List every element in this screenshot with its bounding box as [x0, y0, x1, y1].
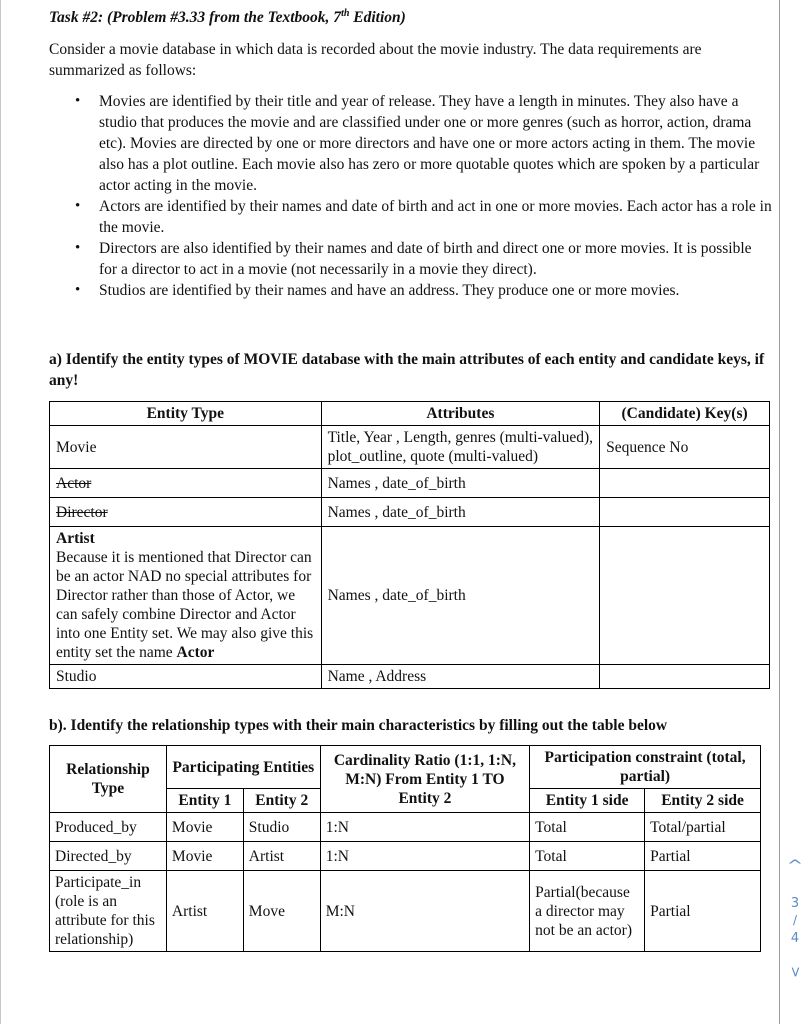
table-row: [50, 469, 770, 498]
entity-table: [49, 401, 770, 689]
cardinality-cell: M:N: [320, 871, 529, 952]
header-cardinality: Cardinality Ratio (1:1, 1:N, M:N) From Entity 1 TO Entity 2: [320, 746, 529, 813]
list-item: • Actors are identified by their names and date of birth and act in one or more movies. Each actor has a role in the movie.: [75, 198, 772, 237]
header-participation: Participation constraint (total, partial): [530, 746, 761, 789]
bullet-icon: •: [75, 240, 81, 257]
key-cell: [600, 665, 770, 689]
header-entity1-side: Entity 1 side: [530, 789, 645, 813]
attributes-cell: Names , date_of_birth: [321, 469, 600, 498]
cardinality-cell: 1:N: [320, 813, 529, 842]
participation1-cell: Total: [530, 842, 645, 871]
requirements-list: [49, 91, 773, 301]
list-item: • Directors are also identified by their names and date of birth and direct one or more movies. It is possible for a director to act in a movie (not necessarily in a movie they direct).: [75, 240, 752, 279]
header-participating-entities: Participating Entities: [166, 746, 320, 789]
task-title: Task #2: (Problem #3.33 from the Textbook, 7th Edition): [49, 8, 406, 27]
relationship-cell: Participate_in (role is an attribute for this relationship): [50, 871, 167, 952]
entity-cell-struck: Director: [56, 503, 108, 521]
page-current: 3: [790, 896, 800, 911]
entity1-cell: Artist: [166, 871, 243, 952]
header-keys: (Candidate) Key(s): [600, 402, 770, 426]
key-cell: [600, 527, 770, 665]
header-entity2-side: Entity 2 side: [645, 789, 761, 813]
key-cell: [600, 498, 770, 527]
relationship-table: [49, 745, 761, 952]
entity-cell: Movie: [50, 426, 322, 469]
entity2-cell: Studio: [243, 813, 320, 842]
participation1-cell: Total: [530, 813, 645, 842]
table-row: [50, 871, 761, 952]
header-entity1: Entity 1: [166, 789, 243, 813]
header-relationship-type: Relationship Type: [50, 746, 167, 813]
participation2-cell: Partial: [645, 842, 761, 871]
header-entity-type: Entity Type: [50, 402, 322, 426]
list-item: • Movies are identified by their title and year of release. They have a length in minutes. They also have a studio that produces the movie and are classified under one or more genres (such as horror, action, drama etc). Movies are directed by one or more directors and have one or more actors acting in them. The movie also has a plot outline. Each movie also has zero or more quotable quotes which are spoken by a particular actor acting in the movie.: [75, 93, 760, 195]
attributes-cell: Title, Year , Length, genres (multi-valued), plot_outline, quote (multi-valued): [321, 426, 600, 469]
intro-paragraph: Consider a movie database in which data is recorded about the movie industry. The data requirements are summarized as follows:: [49, 41, 702, 80]
relationship-cell: Produced_by: [50, 813, 167, 842]
entity-cell: Artist Because it is mentioned that Director can be an actor NAD no special attributes for Director rather than those of Actor, we can safely combine Director and Actor into one Entity set. We may also give this entity set the name Actor: [50, 527, 322, 665]
attributes-cell: Names , date_of_birth: [321, 527, 600, 665]
relationship-cell: Directed_by: [50, 842, 167, 871]
table-header-row: [50, 746, 761, 789]
chevron-up-icon[interactable]: ^: [786, 858, 804, 874]
participation2-cell: Total/partial: [645, 813, 761, 842]
participation1-cell: Partial(because a director may not be an actor): [530, 871, 645, 952]
table-row: [50, 842, 761, 871]
table-row: [50, 813, 761, 842]
entity-cell-struck: Actor: [56, 474, 92, 492]
key-cell: Sequence No: [600, 426, 770, 469]
table-row: [50, 426, 770, 469]
question-a: a) Identify the entity types of MOVIE database with the main attributes of each entity and candidate keys, if any!: [49, 351, 765, 390]
list-item: • Studios are identified by their names and have an address. They produce one or more movies.: [75, 282, 680, 300]
document-content: [49, 8, 773, 952]
key-cell: [600, 469, 770, 498]
attributes-cell: Name , Address: [321, 665, 600, 689]
bullet-icon: •: [75, 282, 81, 299]
page-total: 4: [790, 931, 800, 946]
entity2-cell: Move: [243, 871, 320, 952]
header-entity2: Entity 2: [243, 789, 320, 813]
table-row: [50, 665, 770, 689]
chevron-down-icon[interactable]: >: [787, 966, 803, 978]
table-row: [50, 527, 770, 665]
page-separator: /: [792, 913, 798, 927]
participation2-cell: Partial: [645, 871, 761, 952]
bullet-icon: •: [75, 93, 81, 110]
entity2-cell: Artist: [243, 842, 320, 871]
entity-cell: Studio: [50, 665, 322, 689]
attributes-cell: Names , date_of_birth: [321, 498, 600, 527]
cardinality-cell: 1:N: [320, 842, 529, 871]
table-header-row: [50, 402, 770, 426]
question-b: b). Identify the relationship types with their main characteristics by filling out the table below: [49, 717, 668, 735]
header-attributes: Attributes: [321, 402, 600, 426]
bullet-icon: •: [75, 198, 81, 215]
entity1-cell: Movie: [166, 813, 243, 842]
table-row: [50, 498, 770, 527]
entity1-cell: Movie: [166, 842, 243, 871]
